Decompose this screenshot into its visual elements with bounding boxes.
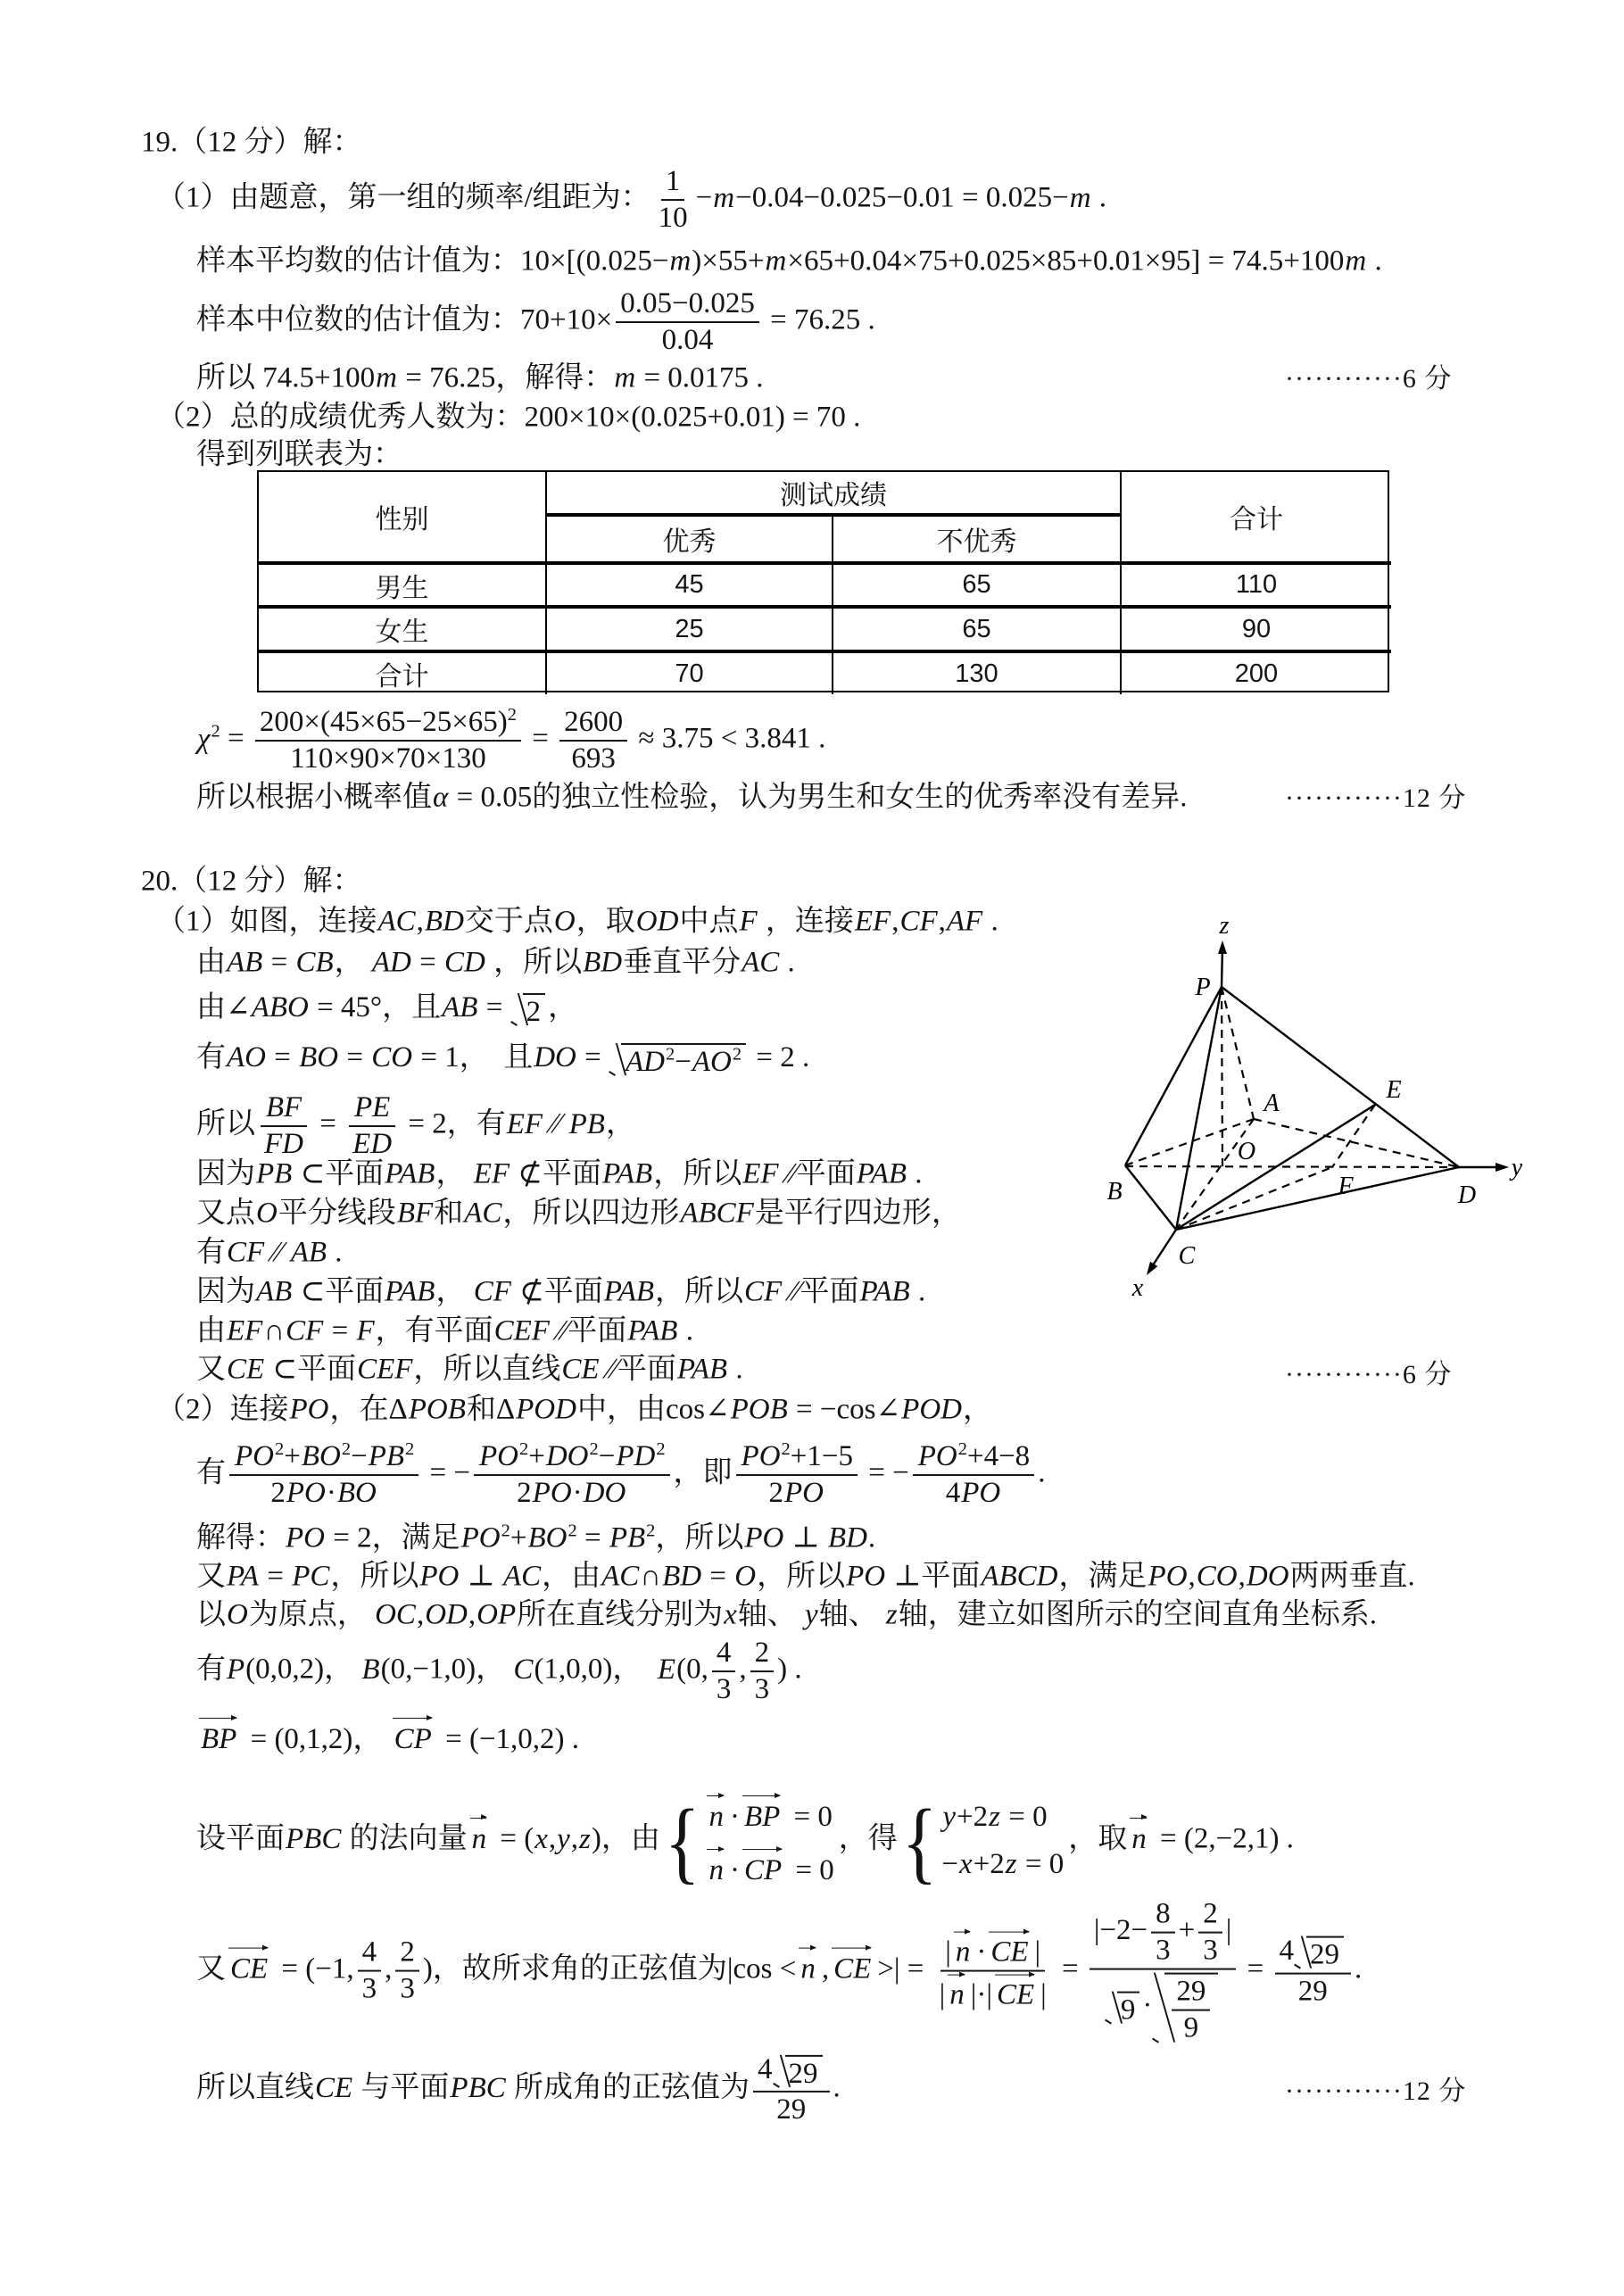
table-row-total-exc: 70 <box>547 650 833 694</box>
table-header-total: 合计 <box>1230 505 1283 535</box>
label-D: D <box>1457 1181 1477 1209</box>
z-axis-arrow-icon <box>1218 941 1227 954</box>
p20-line-connect: （1）如图，连接AC,BD交于点O，取OD中点F ，连接EF,CF,AF . <box>156 905 998 938</box>
label-E: E <box>1386 1076 1402 1104</box>
table-header-excellent: 优秀 <box>547 517 833 561</box>
label-B: B <box>1106 1178 1123 1206</box>
edge-AC <box>1176 1119 1254 1230</box>
label-y: y <box>1511 1154 1523 1181</box>
p19-part2-line: （2）总的成绩优秀人数为：200×10×(0.025+0.01) = 70 . <box>156 401 861 434</box>
p19-median-line: 样本中位数的估计值为：70+10× $\frac{0.05-0.025}{0.04}$ = 76.25 . <box>196 287 875 356</box>
label-A: A <box>1264 1090 1280 1117</box>
p20-line-ce-pab: 又CE ⊂平面CEF，所以直线CE ∕∕平面PAB . <box>196 1353 743 1386</box>
contingency-table <box>257 470 1389 692</box>
edge-CD <box>1176 1167 1459 1230</box>
table-row-male-total: 110 <box>1122 561 1391 605</box>
p19-conclusion-line: 所以根据小概率值α = 0.05的独立性检验，认为男生和女生的优秀率没有差异. <box>196 781 1188 814</box>
p20-sine-value-calc: 又 CE = (−1, $\frac{4}{3}$ , $\frac{2}{3}$ )，故所求角的正弦值为|cos < n , CE >| = | n · CE | | n |·| CE | = |−2− $\frac{8}{3}$ + $\frac{2}{3}$ | 9 · $\frac{29}{9}$ = $\frac{4 29}{29}$ . <box>196 1897 1363 2044</box>
edge-PC <box>1176 987 1222 1230</box>
p20-line-bf-fd: 所以 $\frac{BF}{FD}$ = $\frac{PE}{ED}$ = 2，有EF ∕∕ PB， <box>196 1091 635 1160</box>
p19-table-intro: 得到列联表为： <box>196 438 402 471</box>
p19-marker-6: ············6 分 <box>1285 364 1453 394</box>
p19-marker-12: ············12 分 <box>1285 783 1467 813</box>
p20-part2-cos: （2）连接PO，在ΔPOB和ΔPOD中，由cos∠POB = −cos∠POD， <box>156 1393 992 1426</box>
p19-solve-m-line: 所以 74.5+100m = 76.25，解得：m = 0.0175 . <box>196 361 764 394</box>
table-row-total-label: 合计 <box>259 650 547 694</box>
table-header-score: 测试成绩 <box>547 472 1122 517</box>
p20-marker-6: ············6 分 <box>1285 1360 1453 1389</box>
label-F: F <box>1338 1173 1354 1200</box>
table-row-female-label: 女生 <box>259 605 547 650</box>
label-O: O <box>1237 1138 1256 1165</box>
p19-mean-line: 样本平均数的估计值为：10×[(0.025−m)×55+m×65+0.04×75+0.025×85+0.01×95] = 74.5+100m . <box>196 245 1382 278</box>
p20-line-abcf: 又点O平分线段BF和AC，所以四边形ABCF是平行四边形， <box>196 1197 961 1230</box>
p20-vectors-bp-cp: BP = (0,1,2)， CP = (−1,0,2) . <box>196 1716 579 1757</box>
pyramid-figure <box>1089 910 1544 1312</box>
p20-coord-system: 以O为原点， OC,OD,OP所在直线分别为x轴、 y轴、 z轴，建立如图所示的空间直角坐标系. <box>196 1598 1378 1631</box>
table-row-total-nexc: 130 <box>833 650 1122 694</box>
table-header-not-excellent: 不优秀 <box>833 517 1122 561</box>
table-row-male-exc: 45 <box>547 561 833 605</box>
table-row-female-total: 90 <box>1122 605 1391 650</box>
p19-heading: 19.（12 分）解： <box>141 126 362 159</box>
p20-marker-12: ············12 分 <box>1285 2076 1467 2106</box>
p20-line-ef-plane: 因为PB ⊂平面PAB， EF ⊄平面PAB，所以EF ∕∕平面PAB . <box>196 1157 923 1190</box>
y-axis-arrow-icon <box>1496 1163 1509 1172</box>
p20-line-ab-cb: 由AB = CB， AD = CD ，所以BD垂直平分AC . <box>196 946 795 979</box>
p20-line-ao-bo: 有AO = BO = CO = 1， 且DO = $AD^2-AO^2 = 2$ . <box>196 1040 810 1078</box>
p20-normal-vector: 设平面PBC 的法向量 n = (x,y,z)，由 { n · BP = 0 n · CP = 0 ，得 { y+2z = 0 −x+2z = 0 ，取 n = (2,−2,1) . <box>196 1789 1294 1893</box>
label-C: C <box>1178 1242 1196 1270</box>
p19-chi-square-line: $\chi^2$ = $\frac{200\times(45\times 65-25\times 65)^2}{110\times 90\times 70\times 130}$ = $\frac{2600}{693}$ ≈ 3.75 < 3.841 . <box>197 704 826 775</box>
label-P: P <box>1195 974 1211 1001</box>
p20-heading: 20.（12 分）解： <box>141 865 362 898</box>
p20-po-perp: 又PA = PC，所以PO ⊥ AC，由AC∩BD = O，所以PO ⊥平面ABCD，满足PO,CO,DO两两垂直. <box>196 1560 1415 1593</box>
edge-CF <box>1176 1167 1332 1230</box>
table-row-male-label: 男生 <box>259 561 547 605</box>
p20-line-cf-plane: 因为AB ⊂平面PAB， CF ⊄平面PAB，所以CF ∕∕平面PAB . <box>196 1275 926 1308</box>
p20-conclusion: 所以直线CE 与平面PBC 所成角的正弦值为 $\frac{4 29}{29}$ . <box>196 2053 841 2126</box>
edge-BD <box>1125 1166 1459 1167</box>
p20-line-angle: 由∠ABO = 45°，且AB = 2 ， <box>196 991 578 1028</box>
label-z: z <box>1219 912 1230 940</box>
p20-cosine-law: 有 $\frac{PO^2+BO^2-PB^2}{2PO\cdot BO}$ = − $\frac{PO^2+DO^2-PD^2}{2PO\cdot DO}$ ，即 $\frac{PO^2+1-5}{2PO}$ = − $\frac{PO^2+4-8}{4PO}$ . <box>196 1438 1046 1509</box>
p19-part1-freq: （1）由题意，第一组的频率/组距为： $\frac{1}{10}$ −m−0.04−0.025−0.01 = 0.025−m . <box>156 165 1107 234</box>
p20-solve-po: 解得：PO = 2，满足$PO^2+BO^2 = PB^2$，所以PO ⊥ BD. <box>196 1521 876 1554</box>
table-row-female-nexc: 65 <box>833 605 1122 650</box>
label-x: x <box>1131 1274 1144 1302</box>
p20-line-cf-ab: 有CF ∕∕ AB . <box>196 1236 343 1269</box>
edge-EF <box>1332 1105 1375 1167</box>
edge-BC <box>1125 1165 1176 1230</box>
edge-PB <box>1125 987 1222 1165</box>
p20-coords: 有P(0,0,2)， B(0,−1,0)， C(1,0,0)， E(0, $\frac{4}{3}$ , $\frac{2}{3}$ ) . <box>196 1637 802 1705</box>
table-row-female-exc: 25 <box>547 605 833 650</box>
table-header-gender: 性别 <box>259 472 547 561</box>
table-row-male-nexc: 65 <box>833 561 1122 605</box>
table-row-total-total: 200 <box>1122 650 1391 694</box>
x-axis-arrow-icon <box>1143 1262 1158 1278</box>
p20-line-cef-pab: 由EF∩CF = F，有平面CEF ∕∕平面PAB . <box>196 1314 693 1347</box>
